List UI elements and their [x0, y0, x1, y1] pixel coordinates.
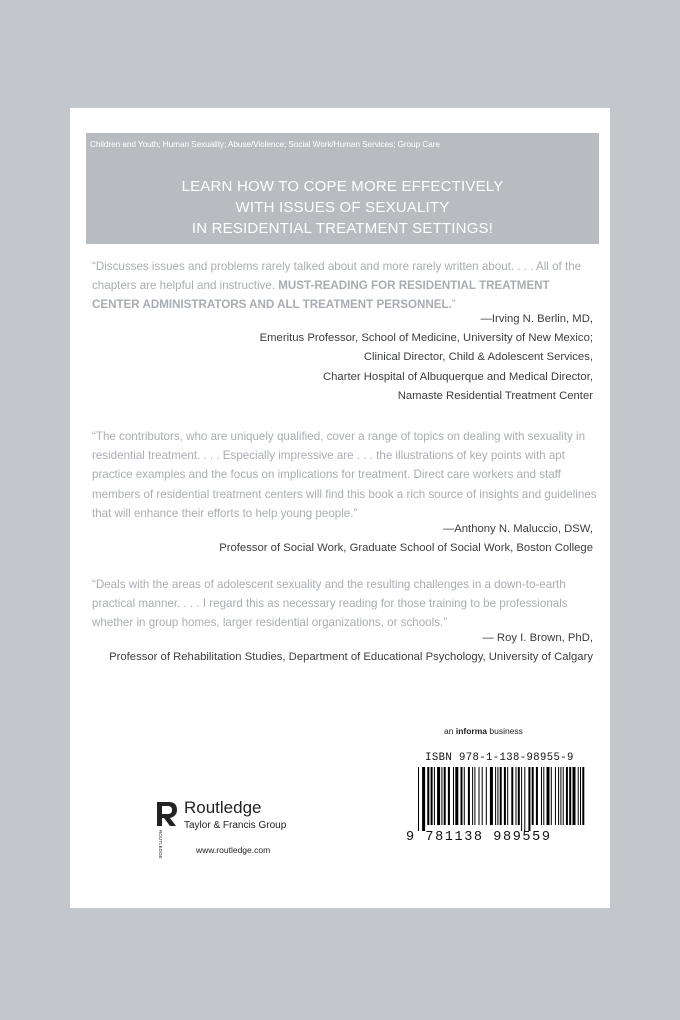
barcode-bar — [422, 767, 425, 831]
barcode-bar — [461, 767, 463, 825]
barcode-bar — [580, 767, 581, 825]
barcode-bar — [455, 767, 458, 825]
barcode-bar — [434, 767, 435, 825]
barcode-bar — [541, 767, 542, 825]
header-band — [86, 133, 599, 244]
barcode-bar — [495, 767, 496, 825]
quote-emphasis: MUST-READING FOR RESIDENTIAL TREATMENT CENTER ADMINISTRATORS AND ALL TREATMENT PERSONNEL. — [92, 279, 550, 312]
barcode-bar — [490, 767, 493, 825]
publisher-name: Routledge — [184, 798, 262, 817]
attribution-line: Charter Hospital of Albuquerque and Medical Director, — [322, 370, 593, 383]
barcode-bar — [500, 767, 502, 825]
barcode-bar — [573, 767, 576, 825]
barcode-bar — [482, 767, 483, 825]
back-cover — [70, 108, 610, 908]
attribution-line: Namaste Residential Treatment Center — [397, 389, 593, 402]
barcode-bar — [441, 767, 442, 825]
barcode-bar — [560, 767, 561, 825]
headline-line: IN RESIDENTIAL TREATMENT SETTINGS! — [191, 220, 494, 237]
review-attribution-1 — [260, 310, 593, 406]
barcode-bar — [528, 767, 530, 831]
attribution-line: —Irving N. Berlin, MD, — [480, 313, 593, 325]
barcode-bar — [453, 767, 454, 825]
review-quote-3 — [92, 575, 597, 633]
barcode-bar — [547, 767, 550, 825]
barcode-bar — [543, 767, 544, 825]
barcode-bar — [497, 767, 498, 825]
review-quote-2 — [92, 427, 597, 523]
barcode-bar — [532, 767, 534, 825]
barcode-bar — [507, 767, 508, 825]
headline-line: LEARN HOW TO COPE MORE EFFECTIVELY — [181, 178, 504, 195]
isbn-barcode — [406, 752, 593, 845]
barcode-bar — [521, 767, 522, 831]
barcode-bar — [479, 767, 480, 825]
barcode-bar — [448, 767, 450, 825]
barcode-bar — [563, 767, 564, 825]
barcode-bar — [551, 767, 552, 825]
attribution-line: Emeritus Professor, School of Medicine, University of New Mexico; — [259, 332, 593, 345]
isbn-label: ISBN 978-1-138-98955-9 — [425, 752, 574, 764]
headline-line: WITH ISSUES OF SEXUALITY — [235, 199, 450, 216]
attribution-line: — Roy I. Brown, PhD, — [482, 632, 593, 644]
barcode-bar — [472, 767, 473, 825]
barcode-bar — [558, 767, 559, 825]
routledge-logo-icon — [155, 800, 179, 859]
barcode-bar — [427, 767, 429, 825]
attribution-line: Professor of Rehabilitation Studies, Department of Educational Psychology, University of Calgary — [109, 651, 593, 664]
review-attribution-2 — [219, 520, 593, 558]
review-quote-1: “Discusses issues and problems rarely talked about and more rarely written about. . . . All of the chapters are helpful and instructive. MUST-READING FOR RESIDENTIAL TREATMENT CENTER ADMINISTRATORS AND ALL TREATMENT PERSONNEL.” — [92, 260, 582, 312]
informa-tagline: an informa business — [444, 726, 523, 736]
subject-categories: Children and Youth; Human Sexuality; Abuse/Violence; Social Work/Human Services; Group Care — [90, 139, 440, 149]
barcode-bar — [474, 767, 475, 825]
barcode-bar — [536, 767, 538, 825]
headline — [86, 176, 599, 239]
barcode-bar — [444, 767, 446, 825]
barcode-bar — [578, 767, 579, 825]
barcode-bar — [582, 767, 584, 825]
barcode-bar — [555, 767, 556, 825]
logo-vertical-text: ROUTLEDGE — [158, 830, 163, 859]
barcode-bar — [511, 767, 513, 825]
barcode-bar — [516, 767, 517, 825]
barcode-bar — [569, 767, 571, 825]
barcode-bar — [464, 767, 465, 825]
barcode-bar — [437, 767, 440, 825]
barcode-bar — [431, 767, 433, 825]
barcode-bar — [518, 767, 520, 825]
review-attribution-3 — [109, 629, 593, 667]
barcode-bar — [504, 767, 506, 825]
publisher-group: Taylor & Francis Group — [184, 820, 287, 831]
barcode-digits: 9 781138 989559 — [406, 830, 552, 845]
barcode-bars — [408, 767, 591, 831]
attribution-line: Clinical Director, Child & Adolescent Services, — [363, 351, 593, 364]
publisher-url[interactable]: www.routledge.com — [196, 845, 271, 855]
barcode-bar — [524, 767, 525, 831]
quote-text: “Discusses issues and problems rarely talked about and more rarely written about. . . . All of the chapters are helpful and instructive. — [92, 260, 582, 293]
barcode-bar — [486, 767, 487, 825]
barcode-bar — [418, 767, 419, 831]
barcode-bar — [468, 767, 470, 825]
barcode-bar — [566, 767, 568, 825]
quote-text: “The contributors, who are uniquely qualified, cover a range of topics on dealing with sexuality in residential treatment. . . . Especially impressive are . . . the illustrations of key points with apt practice examples and the focus on implications for treatment. Direct care workers and staff members of residential treatment centers will find this book a rich source of insights and guidelines that will enhance their efforts to help young people.” — [92, 430, 597, 520]
attribution-line: —Anthony N. Maluccio, DSW, — [442, 523, 593, 535]
quote-text: “Deals with the areas of adolescent sexuality and the resulting challenges in a down-to-earth practical manner. . . . I regard this as necessary reading for those training to be professionals whether in group homes, larger residential organizations, or schools.” — [92, 578, 568, 630]
attribution-line: Professor of Social Work, Graduate School of Social Work, Boston College — [219, 542, 593, 555]
